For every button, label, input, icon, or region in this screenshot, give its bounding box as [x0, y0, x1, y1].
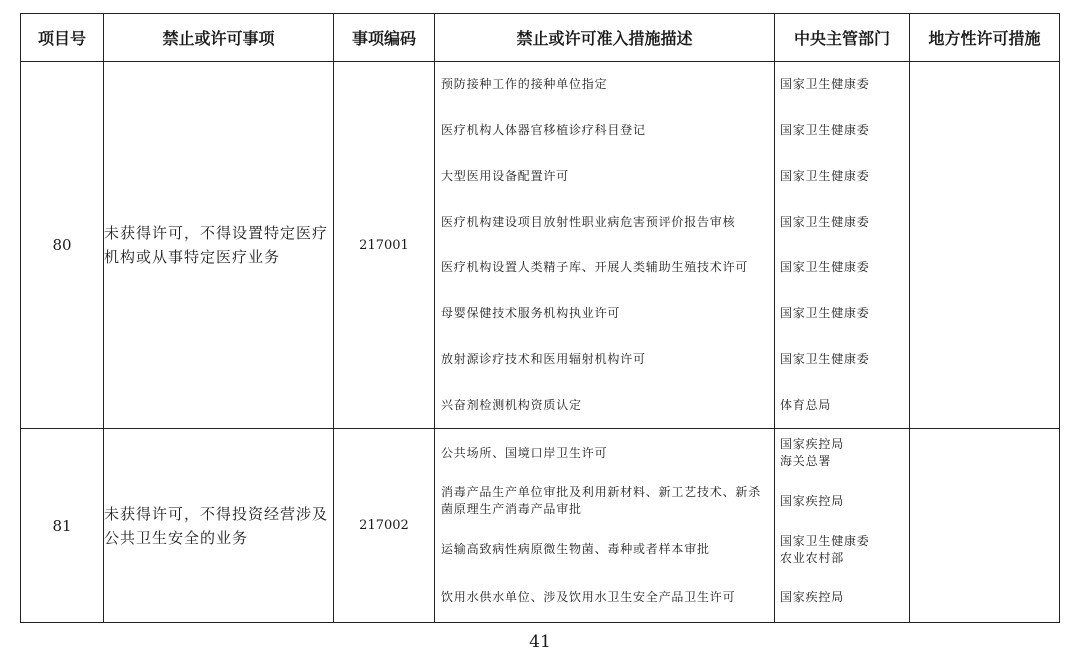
central-department: 国家卫生健康委 — [780, 123, 870, 138]
measure-description: 医疗机构设置人类精子库、开展人类辅助生殖技术许可 — [441, 260, 749, 275]
department-cell — [775, 429, 910, 623]
header-code: 事项编码 — [334, 14, 435, 62]
measure-description: 大型医用设备配置许可 — [441, 168, 570, 183]
header-project-no: 项目号 — [21, 14, 104, 62]
central-department: 体育总局 — [780, 397, 832, 412]
central-department: 国家疾控局 — [780, 590, 845, 605]
description-cell — [435, 429, 775, 623]
central-department: 国家疾控局 — [780, 493, 845, 508]
item-text: 未获得许可，不得设置特定医疗机构或从事特定医疗业务 — [104, 62, 334, 429]
page-number: 41 — [529, 632, 551, 652]
measures-table — [20, 13, 1060, 623]
header-central-department: 中央主管部门 — [775, 14, 910, 62]
measure-description: 运输高致病性病原微生物菌、毒种或者样本审批 — [441, 542, 710, 557]
header-item: 禁止或许可事项 — [104, 14, 334, 62]
item-code: 217002 — [334, 429, 435, 623]
central-department: 国家卫生健康委 — [780, 260, 870, 275]
measure-description: 饮用水供水单位、涉及饮用水卫生安全产品卫生许可 — [441, 590, 736, 605]
measure-description: 兴奋剂检测机构资质认定 — [441, 397, 582, 412]
header-local-measure: 地方性许可措施 — [910, 14, 1060, 62]
measure-description: 消毒产品生产单位审批及利用新材料、新工艺技术、新杀菌原理生产消毒产品审批 — [441, 485, 762, 517]
header-row — [21, 14, 1060, 62]
table-row — [21, 62, 1060, 429]
central-department: 国家卫生健康委 — [780, 214, 870, 229]
item-text: 未获得许可，不得投资经营涉及公共卫生安全的业务 — [104, 429, 334, 623]
description-cell — [435, 62, 775, 429]
central-department: 国家卫生健康委 — [780, 351, 870, 366]
header-description: 禁止或许可准入措施描述 — [435, 14, 775, 62]
central-department: 国家卫生健康委 农业农村部 — [780, 533, 870, 565]
measure-description: 医疗机构人体器官移植诊疗科目登记 — [441, 123, 646, 138]
central-department: 国家卫生健康委 — [780, 168, 870, 183]
central-department: 国家卫生健康委 — [780, 306, 870, 321]
local-measure — [910, 62, 1060, 429]
project-no: 81 — [21, 429, 104, 623]
measure-description: 放射源诊疗技术和医用辐射机构许可 — [441, 351, 646, 366]
measure-description: 预防接种工作的接种单位指定 — [441, 77, 608, 92]
measure-description: 母婴保健技术服务机构执业许可 — [441, 306, 621, 321]
project-no: 80 — [21, 62, 104, 429]
local-measure — [910, 429, 1060, 623]
central-department: 国家疾控局 海关总署 — [780, 437, 845, 469]
central-department: 国家卫生健康委 — [780, 77, 870, 92]
measure-description: 医疗机构建设项目放射性职业病危害预评价报告审核 — [441, 214, 736, 229]
department-cell — [775, 62, 910, 429]
measure-description: 公共场所、国境口岸卫生许可 — [441, 445, 608, 460]
table-row — [21, 429, 1060, 623]
item-code: 217001 — [334, 62, 435, 429]
